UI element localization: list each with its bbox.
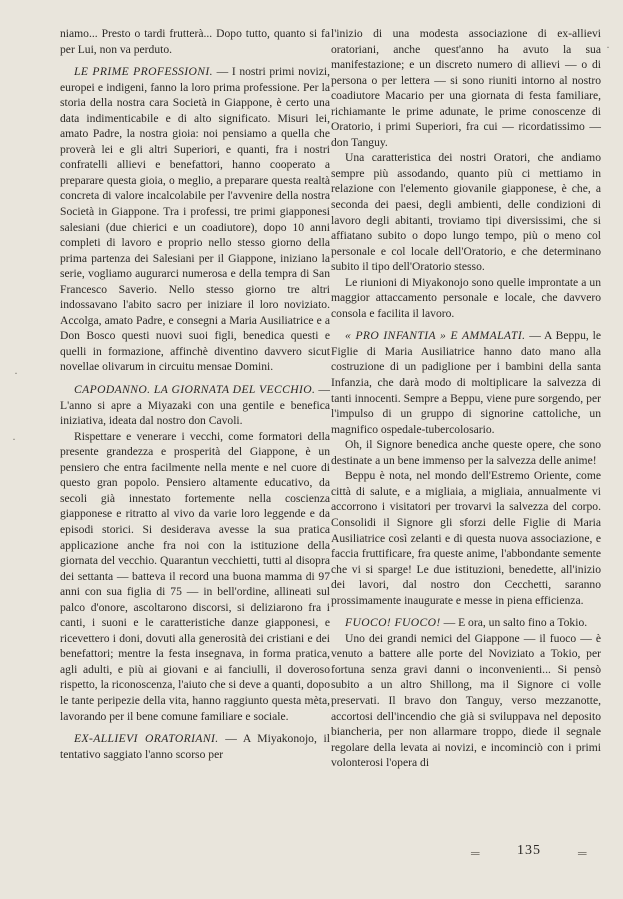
- decorative-dash: ═: [578, 846, 587, 860]
- section-heading: EX-ALLIEVI ORATORIANI.: [74, 732, 219, 746]
- right-column: [331, 26, 601, 771]
- section-le-prime-professioni: [60, 64, 330, 375]
- section-heading: FUOCO! FUOCO!: [345, 616, 441, 630]
- section-capodanno: [60, 382, 330, 429]
- paragraph: Le riunioni di Miyakonojo sono quelle improntate a un maggior attaccamento personale e locale, che davvero consola e facilita il lavoro.: [331, 275, 601, 320]
- section-heading: CAPODANNO. LA GIORNATA DEL VECCHIO.: [74, 383, 316, 397]
- paragraph: Beppu è nota, nel mondo dell'Estremo Oriente, come città di salute, e a migliaia, a migliaia, annualmente vi accorrono i visitatori per trovarvi la salvezza del corpo. Consolidi il Signore gli sforzi delle Figlie di Maria Ausiliatrice così zelanti e di questa nuova associazione, e faccia fruttificare, fra queste anime, l'abbondante semente che vi si sparge! Le due istituzioni, benedette, all'inizio dei lavori, dal nostro don Cecchetti, saranno prossimamente inaugurate e messe in piena efficienza.: [331, 469, 601, 607]
- section-text: — E ora, un salto fino a Tokio.: [440, 616, 588, 630]
- page-number: 135: [517, 843, 541, 858]
- paragraph: Una caratteristica dei nostri Oratori, che andiamo sempre più assodando, quanto più ci mettiamo in relazione con l'elemento giovanile giapponese, è che, a seconda dei paesi, degli ambienti, delle condizioni di lavoro degli abitanti, troviamo tipi diversissimi, che si affiatano subito o dopo lungo tempo, più o meno col personale e col locale dell'Oratorio, e che determinano subito il tipo dell'Oratorio stesso.: [331, 151, 601, 274]
- margin-mark: ·: [14, 366, 18, 380]
- paragraph: Rispettare e venerare i vecchi, come formatori della presente grandezza e prosperità del Giappone, è un pensiero che entra facilmente nella mente e nel cuore di questo gran popolo. Pensiero altamente educativo, da secoli già innestato fortemente nella coscienza giapponese e ritratto al vivo da varie loro leggende e da episodi storici. Si desiderava avesse la sua pratica applicazione anche fra noi con la istituzione della giornata del vecchio. Quarantun vecchietti, tutti al disopra dei settanta — batteva il record una buona mamma di 97 anni con sua figlia di 75 — in bell'ordine, allineati sul palco d'onore, ascoltarono discorsi, si deliziarono fra i canti, i suoni e le caratteristiche danze giapponesi, e ricevettero i doni, dovuti alla generosità dei cristiani e dei benefattori; mentre la festa insegnava, in forma pratica, agli adulti, e più ai giovani e ai fanciulli, il doveroso rispetto, la riconoscenza, l'aiuto che si deve a quanti, dopo le tante peripezie della vita, hanno raggiunto questa mèta, lavorando per il bene comune familiare e sociale.: [60, 429, 330, 723]
- left-column: [60, 26, 330, 762]
- section-text: — I nostri primi novizi, europei e indigeni, fanno la loro prima professione. Per la storia della nostra cara Società in Giappone, è certo una data indimenticabile e di alto significato. Misuri lei, amato Padre, la nostra gioia: noi pensiamo a quella che proverà lei e gli altri Superiori, e quanti, fra i nostri confratelli allievi e benefattori, hanno cooperato a preparare questa gioia, o meglio, a preparare questa realtà concreta di valore incalcolabile per l'avvenire della nostra Società in Giappone. Tra i professi, tre primi giapponesi salesiani (due chierici e un coadiutore), dopo 10 anni completi di lavoro e proprio nello stesso giorno della prima partenza dei Salesiani per il Giappone, iniziano la serie, vogliamo augurarci numerosa e della tempra di San Francesco Saverio. Nello stesso giorno tre altri indossavano l'abito sacro per iniziare il loro noviziato. Accolga, amato Padre, e consegni a Maria Ausiliatrice e a Don Bosco questi nuovi suoi figli, benedica questi e quelli in formazione, affinchè diventino davvero sicut novellae olivarum in circuitu mensae Domini.: [60, 65, 330, 374]
- margin-mark: ·: [12, 432, 16, 446]
- section-pro-infantia: [331, 328, 601, 437]
- decorative-dash: ═: [471, 846, 480, 860]
- section-text: — A Miyakonojo, il tentativo saggiato l'anno scorso per: [60, 732, 330, 761]
- section-text: — A Beppu, le Figlie di Maria Ausiliatrice hanno dato mano alla costruzione di un padiglione per i bambini della santa Infanzia, che darà modo di moltiplicare la salvezza di tanti innocenti. Sempre a Beppu, viene pure sorgendo, per l'impulso di un gruppo di signorine cattoliche, un magnifico ospedale-tubercolosario.: [331, 329, 601, 436]
- paragraph: Oh, il Signore benedica anche queste opere, che sono destinate a un bene immenso per la salvezza delle anime!: [331, 438, 601, 467]
- section-ex-allievi: [60, 731, 330, 762]
- section-heading: LE PRIME PROFESSIONI.: [74, 65, 213, 79]
- paragraph: Uno dei grandi nemici del Giappone — il fuoco — è venuto a battere alle porte del Noviziato a Tokio, per fortuna senza gravi danni o inconvenienti... Si pensò subito a un altro Shillong, ma il Signore ci volle preservati. Il bravo don Tanguy, verso mezzanotte, accortosi dell'incendio che già si sviluppava nel deposito biancheria, per non allarmare troppo, diede il segnale regolare della levata ai novizi, e incominciò con i primi volonterosi l'opera di: [331, 631, 601, 770]
- margin-mark: ·: [606, 40, 610, 54]
- section-text: — L'anno si apre a Miyazaki con una gentile e benefica iniziativa, ideata dal nostro don Cavoli.: [60, 383, 331, 428]
- section-fuoco: [331, 615, 601, 631]
- section-heading: « PRO INFANTIA » E AMMALATI.: [345, 329, 526, 343]
- paragraph: niamo... Presto o tardi frutterà... Dopo tutto, quanto si fa per Lui, non va perduto.: [60, 27, 330, 56]
- paragraph: l'inizio di una modesta associazione di ex-allievi oratoriani, anche quest'anno ha avuto la sua manifestazione; e un discreto numero di allievi — o di persona o per lettera — si sono riuniti intorno al nostro coadiutore Macario per una giornata di festa familiare, richiamante le prime adunate, le prime conoscenze di Oratorio, i primi Superiori, fra cui — ricordatissimo — don Tanguy.: [331, 27, 601, 149]
